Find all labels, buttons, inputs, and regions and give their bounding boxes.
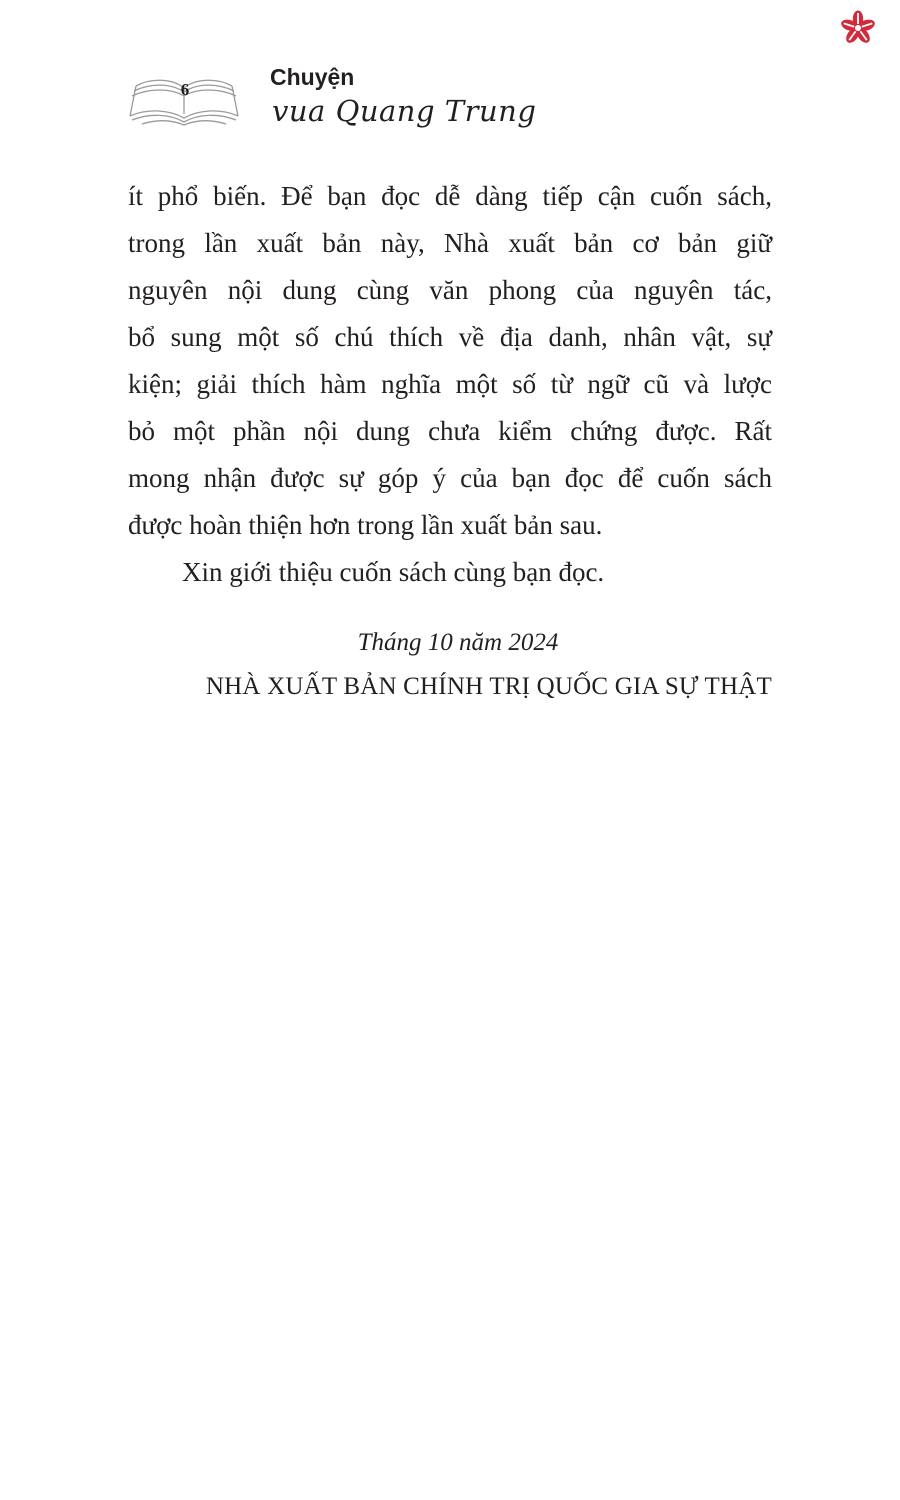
body-line: bỏ một phần nội dung chưa kiểm chứng được. Rất bbox=[128, 416, 772, 446]
signature-publisher: NHÀ XUẤT BẢN CHÍNH TRỊ QUỐC GIA SỰ THẬT bbox=[205, 673, 772, 700]
running-subtitle: vua Quang Trung bbox=[272, 94, 537, 128]
body-line: kiện; giải thích hàm nghĩa một số từ ngữ cũ và lược bbox=[128, 369, 772, 399]
body-line: trong lần xuất bản này, Nhà xuất bản cơ bản giữ bbox=[128, 228, 772, 258]
body-line: được hoàn thiện hơn trong lần xuất bản sau. bbox=[128, 510, 603, 540]
body-line: nguyên nội dung cùng văn phong của nguyên tác, bbox=[128, 275, 772, 305]
body-line: ít phổ biến. Để bạn đọc dễ dàng tiếp cận cuốn sách, bbox=[128, 181, 772, 211]
body-line: mong nhận được sự góp ý của bạn đọc để cuốn sách bbox=[128, 463, 772, 493]
signature-date: Tháng 10 năm 2024 bbox=[357, 629, 559, 656]
running-title: Chuyện bbox=[270, 64, 355, 90]
body-paragraph bbox=[128, 173, 772, 596]
body-line: bổ sung một số chú thích về địa danh, nhân vật, sự bbox=[128, 322, 772, 352]
publisher-logo-icon bbox=[840, 10, 876, 46]
closing-sentence: Xin giới thiệu cuốn sách cùng bạn đọc. bbox=[182, 557, 605, 587]
page-number: 6 bbox=[180, 80, 190, 99]
